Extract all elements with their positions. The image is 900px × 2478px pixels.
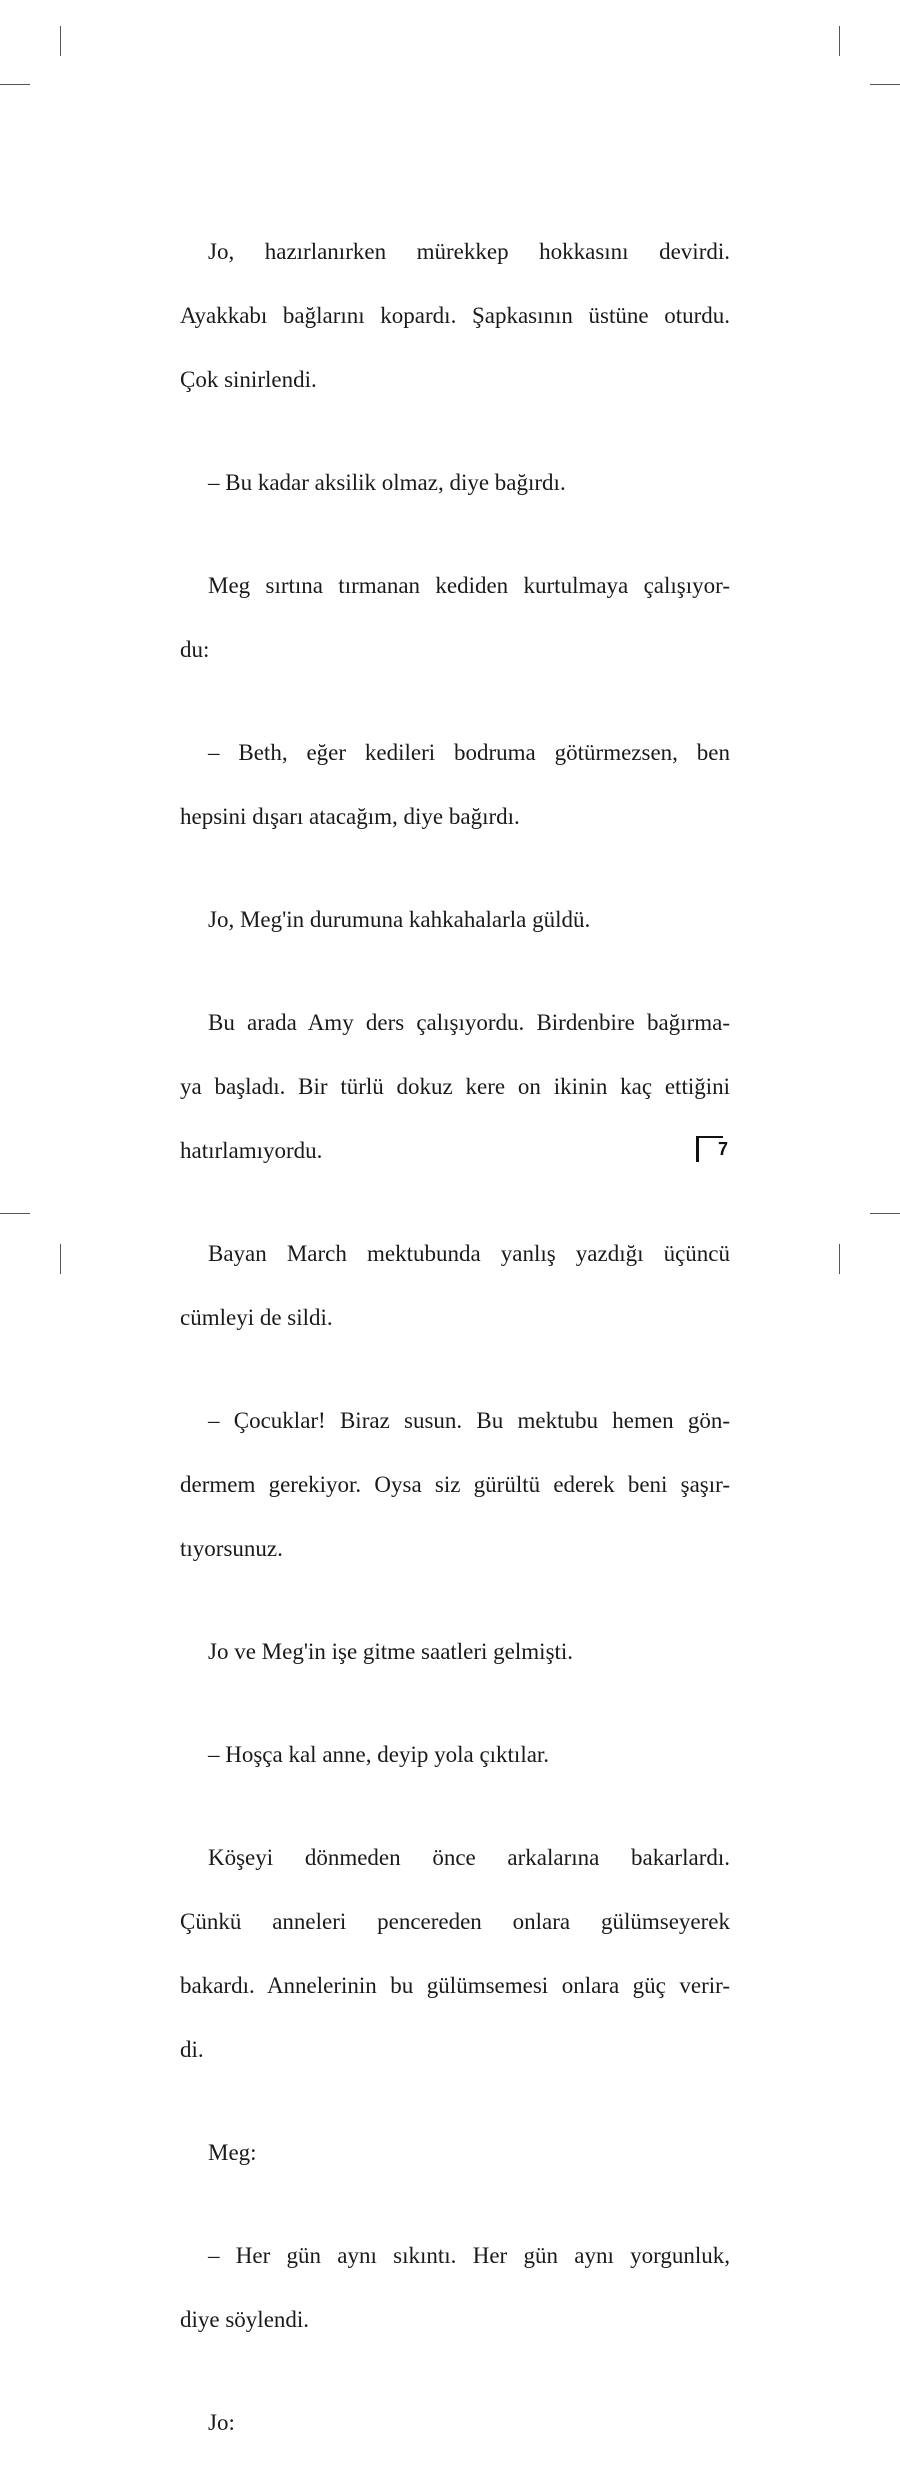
paragraph-11 <box>180 1810 730 2098</box>
page-number: 7 <box>718 1139 729 1159</box>
text-line: – Hoşça kal anne, deyip yola çıktılar. <box>208 1742 550 1767</box>
paragraph-2 <box>208 435 730 531</box>
crop-mark-top-left-h <box>0 84 30 85</box>
paragraph-7 <box>180 1206 730 1366</box>
paragraph-13 <box>180 2208 730 2368</box>
body-text <box>180 204 730 2478</box>
paragraph-4 <box>180 705 730 865</box>
text-line: diye söylendi. <box>180 2307 310 2332</box>
text-line: cümleyi de sildi. <box>180 1305 333 1330</box>
text-line: Jo, hazırlanırken mürekkep hokkasını devirdi. <box>208 239 730 264</box>
text-line: Meg: <box>208 2140 257 2165</box>
text-line: hepsini dışarı atacağım, diye bağırdı. <box>180 804 520 829</box>
text-line: hatırlamıyordu. <box>180 1138 323 1163</box>
text-line: di. <box>180 2037 204 2062</box>
text-line: Meg sırtına tırmanan kediden kurtulmaya çalışıyor- <box>208 573 730 598</box>
paragraph-12 <box>208 2105 730 2201</box>
paragraph-14 <box>208 2375 730 2471</box>
text-line: ya başladı. Bir türlü dokuz kere on ikinin kaç ettiğini <box>180 1074 730 1099</box>
text-line: – Her gün aynı sıkıntı. Her gün aynı yorgunluk, <box>208 2243 730 2268</box>
text-line: Bayan March mektubunda yanlış yazdığı üçüncü <box>208 1241 730 1266</box>
text-line: Köşeyi dönmeden önce arkalarına bakarlardı. <box>208 1845 730 1870</box>
paragraph-5 <box>208 872 730 968</box>
text-line: Jo, Meg'in durumuna kahkahalarla güldü. <box>208 907 591 932</box>
text-line: bakardı. Annelerinin bu gülümsemesi onlara güç verir- <box>180 1973 730 1998</box>
text-line: Bu arada Amy ders çalışıyordu. Birdenbire bağırma- <box>208 1010 730 1035</box>
paragraph-3 <box>180 538 730 698</box>
crop-mark-top-right-h <box>870 84 900 85</box>
text-line: – Beth, eğer kedileri bodruma götürmezsen, ben <box>208 740 730 765</box>
text-line: Çünkü anneleri pencereden onlara gülümseyerek <box>180 1909 730 1934</box>
crop-mark-bottom-left-h <box>0 1213 30 1214</box>
text-line: du: <box>180 637 210 662</box>
crop-mark-bottom-right-h <box>870 1213 900 1214</box>
text-line: Jo ve Meg'in işe gitme saatleri gelmişti. <box>208 1639 574 1664</box>
text-line: dermem gerekiyor. Oysa siz gürültü ederek beni şaşır- <box>180 1472 730 1497</box>
paragraph-1 <box>180 204 730 428</box>
text-line: tıyorsunuz. <box>180 1536 283 1561</box>
crop-mark-top-left <box>60 26 61 56</box>
text-line: Çok sinirlendi. <box>180 367 317 392</box>
text-line: – Çocuklar! Biraz susun. Bu mektubu hemen gön- <box>208 1408 730 1433</box>
paragraph-8 <box>180 1373 730 1597</box>
crop-mark-bottom-right <box>839 1244 840 1274</box>
paragraph-9 <box>208 1604 730 1700</box>
folio-rule-vertical <box>696 1136 699 1162</box>
paragraph-10 <box>208 1707 730 1803</box>
folio-rule-horizontal <box>699 1136 723 1138</box>
crop-mark-bottom-left <box>60 1244 61 1274</box>
paragraph-6 <box>180 975 730 1199</box>
page-number-box <box>696 1136 729 1162</box>
crop-mark-top-right <box>839 26 840 56</box>
text-line: Ayakkabı bağlarını kopardı. Şapkasının üstüne oturdu. <box>180 303 730 328</box>
text-line: Jo: <box>208 2410 235 2435</box>
text-line: – Bu kadar aksilik olmaz, diye bağırdı. <box>208 470 566 495</box>
